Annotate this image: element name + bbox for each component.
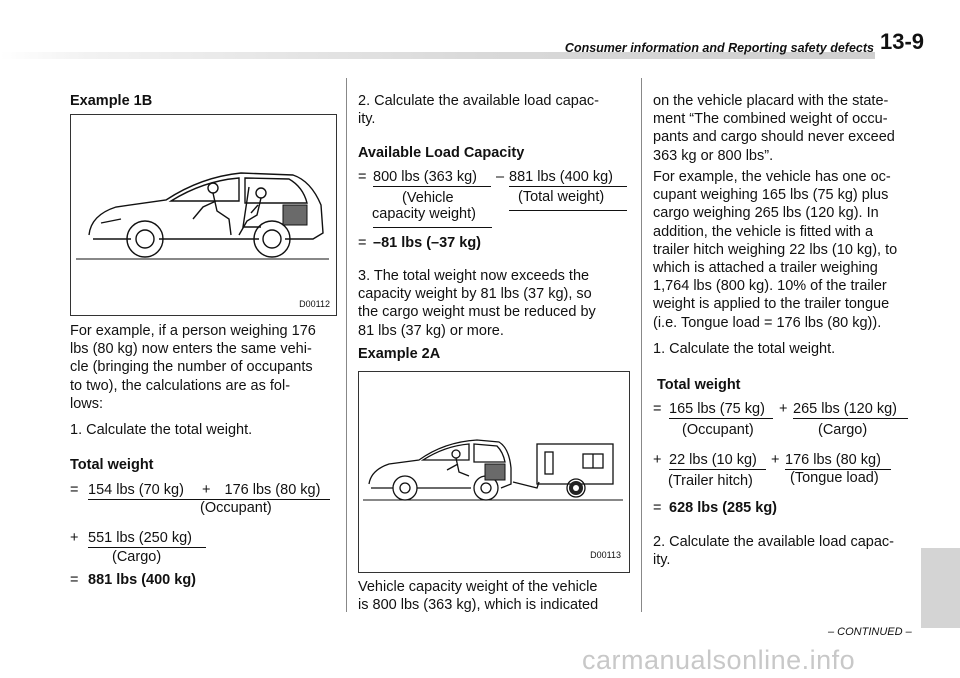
cargo-label: (Cargo) — [112, 549, 162, 565]
text-line: to two), the calculations are as fol- — [70, 377, 291, 394]
equation-term: 800 lbs (363 kg) — [373, 168, 491, 187]
text-line: 3. The total weight now exceeds the — [358, 268, 590, 284]
text-line: addition, the vehicle is fitted with a — [653, 223, 874, 240]
result-value: 628 lbs (285 kg) — [669, 500, 777, 516]
placard-paragraph — [653, 92, 920, 165]
car-two-occupants-illustration — [71, 115, 336, 315]
text-line: 2. Calculate the available load capac- — [653, 534, 895, 550]
equation-term: 165 lbs (75 kg) — [669, 400, 773, 419]
text-line: For example, if a person weighing 176 — [70, 323, 316, 339]
example-2a-paragraph — [358, 578, 630, 614]
step-1-text: 1. Calculate the total weight. — [70, 422, 253, 438]
equals-sign: = — [358, 169, 367, 185]
trailer-hitch-label: (Trailer hitch) — [668, 473, 753, 489]
step-2-text — [653, 533, 920, 569]
equals-sign: = — [653, 500, 662, 516]
equation-term: 154 lbs (70 kg) — [88, 482, 184, 498]
text-line: trailer hitch weighing 22 lbs (10 kg), to — [653, 241, 898, 258]
figure-d00113 — [358, 371, 630, 573]
plus-sign: + — [201, 482, 211, 498]
example-1b-heading: Example 1B — [70, 93, 153, 109]
text-line: capacity weight by 81 lbs (37 kg), so — [358, 286, 592, 303]
equals-sign: = — [358, 235, 367, 251]
text-line: ity. — [358, 111, 376, 128]
text-line: lbs (80 kg) now enters the same vehi- — [70, 341, 312, 358]
page-number: 13-9 — [880, 29, 925, 54]
step-3-paragraph — [358, 267, 630, 340]
total-weight-label: (Total weight) — [518, 189, 605, 205]
example-1b-paragraph — [70, 322, 336, 413]
text-line: ity. — [653, 552, 671, 569]
text-line: cargo weighing 265 lbs (120 kg). In — [653, 205, 879, 222]
equals-sign: = — [70, 572, 79, 588]
text-line: lows: — [70, 395, 104, 412]
car-with-trailer-illustration — [359, 372, 629, 572]
plus-sign: + — [70, 530, 79, 546]
text-line: cle (bringing the number of occupants — [70, 359, 313, 376]
underline — [509, 210, 627, 211]
column-divider — [641, 78, 642, 612]
step-2-text — [358, 92, 630, 128]
plus-sign: + — [779, 401, 788, 417]
example-2a-heading: Example 2A — [358, 346, 441, 362]
text-line: 1,764 lbs (800 kg). 10% of the trailer — [653, 278, 887, 295]
column-divider — [346, 78, 347, 612]
text-line: ment “The combined weight of occu- — [653, 111, 888, 128]
continued-marker: – CONTINUED – — [828, 626, 912, 638]
figure-d00112 — [70, 114, 337, 316]
text-line: cupant weighing 165 lbs (75 kg) plus — [653, 187, 889, 204]
text-line: which is attached a trailer weighing — [653, 260, 878, 277]
result-value: 881 lbs (400 kg) — [88, 572, 196, 588]
tongue-load-label: (Tongue load) — [790, 470, 879, 486]
section-tab — [921, 548, 960, 628]
occupant-label: (Occupant) — [682, 422, 754, 438]
equation-term: 176 lbs (80 kg) — [224, 482, 321, 498]
equation-term: 551 lbs (250 kg) — [88, 529, 206, 548]
text-line: 363 kg or 800 lbs”. — [653, 147, 774, 164]
text-line: weight is applied to the trailer tongue — [653, 296, 890, 313]
equation-term: 881 lbs (400 kg) — [509, 168, 627, 187]
equation-term: 265 lbs (120 kg) — [793, 400, 908, 419]
header-title: Consumer information and Reporting safety defects — [564, 41, 874, 55]
total-weight-heading: Total weight — [70, 457, 154, 473]
available-load-capacity-heading: Available Load Capacity — [358, 145, 525, 161]
example-2a-description — [653, 168, 920, 332]
watermark: carmanualsonline.info — [582, 645, 856, 675]
text-line: For example, the vehicle has one oc- — [653, 169, 891, 185]
text-line: on the vehicle placard with the state- — [653, 93, 889, 109]
vehicle-label: (Vehicle — [402, 190, 454, 206]
text-line: 2. Calculate the available load capac- — [358, 93, 600, 109]
equals-sign: = — [653, 401, 662, 417]
equation-term: 176 lbs (80 kg) — [785, 451, 891, 470]
text-line: the cargo weight must be reduced by — [358, 304, 596, 321]
result-value: –81 lbs (–37 kg) — [373, 235, 481, 251]
capacity-weight-label: capacity weight) — [372, 206, 476, 222]
plus-sign: + — [653, 452, 662, 468]
text-line: pants and cargo should never exceed — [653, 129, 895, 146]
underline — [373, 227, 492, 228]
text-line: is 800 lbs (363 kg), which is indicated — [358, 597, 599, 614]
total-weight-heading: Total weight — [657, 377, 741, 393]
plus-sign: + — [771, 452, 780, 468]
equation-term: 22 lbs (10 kg) — [669, 451, 766, 470]
text-line: (i.e. Tongue load = 176 lbs (80 kg)). — [653, 314, 882, 331]
text-line: Vehicle capacity weight of the vehicle — [358, 579, 598, 595]
occupant-label: (Occupant) — [200, 500, 272, 516]
equation-row-1 — [88, 481, 330, 500]
minus-sign: – — [496, 169, 505, 185]
step-1-text: 1. Calculate the total weight. — [653, 341, 836, 357]
cargo-label: (Cargo) — [818, 422, 868, 438]
figure-id: D00113 — [590, 550, 621, 560]
figure-id: D00112 — [299, 299, 330, 309]
text-line: 81 lbs (37 kg) or more. — [358, 322, 504, 339]
equals-sign: = — [70, 482, 79, 498]
